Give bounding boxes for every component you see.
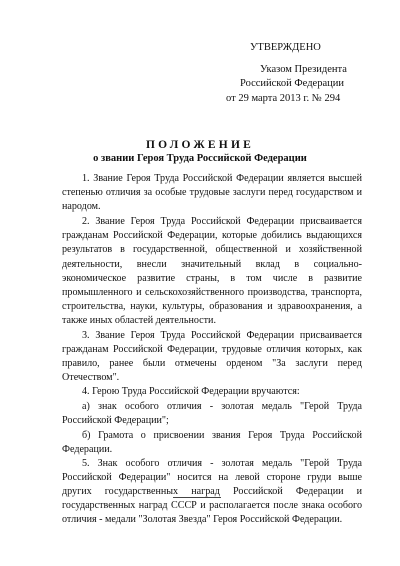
document-title: ПОЛОЖЕНИЕ [146, 139, 254, 151]
document-body [62, 172, 362, 527]
paragraph-1: 1. Звание Героя Труда Российской Федерации является высшей степенью отличия за особые трудовые заслуги перед государством и народом. [62, 173, 362, 213]
paragraph-5: 5. Знак особого отличия - золотая медаль "Герой Труда Российской Федерации" носится на левой стороне груди выше других государственных наград Российской Федерации и государственных наград СССР и располагается после знака особого отличия - медали "Золотая Звезда" Героя Российской Федерации. [62, 457, 362, 526]
paragraph-3: 3. Звание Героя Труда Российской Федерации присваивается гражданам Российской Федерации, трудовые отличия которых, как правило, ранее были отмечены орденом "За заслуги перед Отечеством". [62, 330, 362, 384]
end-divider [173, 497, 221, 498]
approval-decree-line: Указом Президента [260, 63, 347, 75]
approval-heading: УТВЕРЖДЕНО [250, 42, 321, 53]
approval-stamp [226, 41, 386, 106]
approval-country-line: Российской Федерации [240, 78, 344, 89]
document-subtitle: о звании Героя Труда Российской Федерации [93, 153, 307, 164]
list-item-a: а) знак особого отличия - золотая медаль "Герой Труда Российской Федерации"; [62, 400, 362, 426]
paragraph-2: 2. Звание Героя Труда Российской Федерации присваивается гражданам Российской Федерации, которые добились выдающихся результатов в государственной, общественной и хозяйственной деятельности, внесли значительный вклад в социально-экономическое развитие страны, в том числе в развитие промышленного и сельскохозяйственного производства, транспорта, строительства, науки, культуры, образования и здравоохранения, а также иных областей деятельности. [62, 216, 362, 326]
paragraph-4: 4. Герою Труда Российской Федерации вручаются: [82, 386, 300, 398]
approval-date-line: от 29 марта 2013 г. № 294 [226, 92, 341, 104]
list-item-b: б) Грамота о присвоении звания Героя Труда Российской Федерации. [62, 429, 362, 455]
